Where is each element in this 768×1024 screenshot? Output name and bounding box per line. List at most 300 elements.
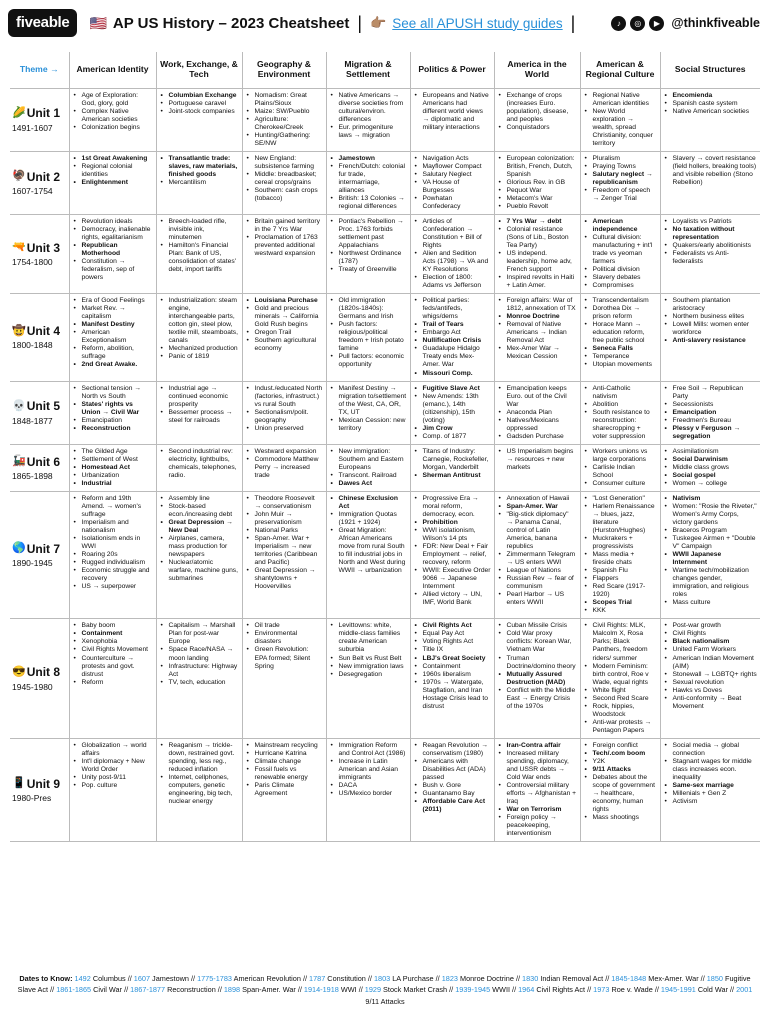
table-cell bbox=[410, 151, 494, 214]
list-item: • Space Race/NASA → moon landing bbox=[161, 646, 239, 662]
list-item: • Northern business elites bbox=[665, 313, 758, 321]
list-item: • Cuban Missile Crisis bbox=[499, 622, 577, 630]
list-item: • Affordable Care Act (2011) bbox=[415, 798, 491, 814]
bullet-list bbox=[665, 155, 758, 187]
table-cell bbox=[494, 151, 580, 214]
list-item: • DACA bbox=[331, 782, 407, 790]
list-item: • Free Soil → Republican Party bbox=[665, 385, 758, 401]
table-cell bbox=[69, 738, 156, 841]
list-item: • Transcendentalism bbox=[585, 297, 657, 305]
table-cell bbox=[660, 381, 760, 444]
date-separator: // bbox=[215, 985, 224, 995]
list-item: • Hamilton's Financial Plan: Bank of US, consolidation of states' debt, import tariffs bbox=[161, 242, 239, 274]
list-item: • Reform, abolition, suffrage bbox=[74, 345, 153, 361]
bullet-list bbox=[161, 155, 239, 187]
table-cell bbox=[580, 88, 660, 151]
list-item: • Second industrial rev: electricity, lightbulbs, chemicals, telephones, radio. bbox=[161, 448, 239, 480]
list-item: • Middle: breadbasket; cereal crops/grains bbox=[247, 171, 323, 187]
table-cell bbox=[660, 491, 760, 618]
unit-label bbox=[10, 738, 69, 841]
list-item: • Immigration Quotas (1921 + 1924) bbox=[331, 511, 407, 527]
list-item: • Same-sex marriage bbox=[665, 782, 758, 790]
list-item: • Women → college bbox=[665, 480, 758, 488]
table-cell bbox=[242, 151, 326, 214]
table-cell bbox=[580, 738, 660, 841]
date-event: Monroe Doctrine bbox=[459, 974, 514, 983]
list-item: • Metacom's War bbox=[499, 195, 577, 203]
list-item: • Y2K bbox=[585, 758, 657, 766]
unit-years: 1865-1898 bbox=[12, 470, 53, 481]
bullet-list bbox=[161, 622, 239, 686]
list-item: • Mercantilism bbox=[161, 179, 239, 187]
list-item: • Regional colonial identities bbox=[74, 163, 153, 179]
unit-icon: 🔫 bbox=[12, 241, 26, 254]
unit-icon: 🦃 bbox=[12, 170, 26, 183]
bullet-list bbox=[415, 92, 491, 132]
bullet-list bbox=[247, 385, 323, 433]
list-item: • Compromises bbox=[585, 282, 657, 290]
fiveable-logo[interactable]: fiveable bbox=[8, 9, 77, 37]
list-item: • Flappers bbox=[585, 575, 657, 583]
date-separator: // bbox=[510, 985, 519, 995]
date-year: 1830 bbox=[522, 974, 539, 983]
list-item: • Bessemer process → steel for railroads bbox=[161, 409, 239, 425]
list-item: • Columbian Exchange bbox=[161, 92, 239, 100]
list-item: • Span-Amer. War bbox=[499, 503, 577, 511]
table-cell bbox=[326, 491, 410, 618]
unit-row bbox=[10, 151, 760, 214]
column-header: American Identity bbox=[69, 52, 156, 88]
list-item: • Women: "Rosie the Riveter," Women's Army Corps, victory gardens bbox=[665, 503, 758, 527]
list-item: • 9/11 Attacks bbox=[585, 766, 657, 774]
date-event: Roe v. Wade bbox=[611, 985, 653, 995]
table-cell bbox=[326, 88, 410, 151]
unit-row bbox=[10, 381, 760, 444]
date-separator: // bbox=[122, 985, 131, 995]
list-item: • Portuguese caravel bbox=[161, 100, 239, 108]
list-item: • Colonization begins bbox=[74, 124, 153, 132]
list-item: • Dorothea Dix → prison reform bbox=[585, 305, 657, 321]
list-item: • Great Depression → New Deal bbox=[161, 519, 239, 535]
bullet-list bbox=[415, 448, 491, 480]
column-header: Social Structures bbox=[660, 52, 760, 88]
bullet-list bbox=[585, 742, 657, 822]
unit-row bbox=[10, 619, 760, 738]
list-item: • New Amends: 13th (emanc.), 14th (citizenship), 15th (voting) bbox=[415, 393, 491, 425]
bullet-list bbox=[585, 155, 657, 203]
bullet-list bbox=[331, 155, 407, 211]
unit-row bbox=[10, 738, 760, 841]
bullet-list bbox=[74, 155, 153, 187]
list-item: • Nativism bbox=[665, 495, 758, 503]
list-item: • Civil Rights bbox=[665, 630, 758, 638]
list-item: • Hawks vs Doves bbox=[665, 687, 758, 695]
list-item: • American Indian Movement (AIM) bbox=[665, 655, 758, 671]
table-cell bbox=[156, 151, 242, 214]
list-item: • Roaring 20s bbox=[74, 551, 153, 559]
list-item: • Title IX bbox=[415, 646, 491, 654]
unit-icon: 💀 bbox=[12, 399, 26, 412]
table-cell bbox=[69, 381, 156, 444]
bullet-list bbox=[665, 218, 758, 266]
date-event: Civil War bbox=[93, 985, 123, 995]
unit-row bbox=[10, 444, 760, 491]
list-item: • League of Nations bbox=[499, 567, 577, 575]
unit-years: 1980-Pres bbox=[12, 793, 52, 804]
dates-list bbox=[18, 974, 753, 1006]
bullet-list bbox=[247, 742, 323, 798]
list-item: • Civil Rights Movement bbox=[74, 646, 153, 654]
list-item: • Foreign policy → peacekeeping, interventionism bbox=[499, 814, 577, 838]
youtube-icon[interactable]: ▶ bbox=[649, 16, 664, 31]
column-header: Geography & Environment bbox=[242, 52, 326, 88]
list-item: • Agriculture: Cherokee/Creek bbox=[247, 116, 323, 132]
us-flag-icon: 🇺🇸 bbox=[89, 14, 107, 31]
list-item: • Voting Rights Act bbox=[415, 638, 491, 646]
list-item: • Environmental disasters bbox=[247, 630, 323, 646]
list-item: • Iran-Contra affair bbox=[499, 742, 577, 750]
list-item: • Civil Rights: MLK, Malcolm X, Rosa Parks; Black Panthers, freedom riders/ summer bbox=[585, 622, 657, 662]
list-item: • Tech/.com boom bbox=[585, 750, 657, 758]
list-item: • Industrial bbox=[74, 480, 153, 488]
list-item: • Joint-stock companies bbox=[161, 108, 239, 116]
table-cell bbox=[660, 619, 760, 738]
date-separator: // bbox=[188, 974, 198, 983]
table-cell bbox=[410, 214, 494, 293]
list-item: • Transcont. Railroad bbox=[331, 472, 407, 480]
table-cell bbox=[156, 381, 242, 444]
unit-years: 1890-1945 bbox=[12, 558, 53, 569]
list-item: • Globalization → world affairs bbox=[74, 742, 153, 758]
unit-title: Unit 2 bbox=[26, 169, 61, 184]
list-item: • New England: subsistence farming bbox=[247, 155, 323, 171]
date-event: LA Purchase bbox=[392, 974, 434, 983]
bullet-list bbox=[74, 622, 153, 686]
unit-row bbox=[10, 214, 760, 293]
bullet-list bbox=[74, 495, 153, 591]
table-cell bbox=[494, 444, 580, 491]
unit-title: Unit 4 bbox=[26, 324, 61, 339]
table-cell bbox=[242, 88, 326, 151]
list-item: • Manifest Destiny → migration to/settlement of the West, CA, OR, TX, UT bbox=[331, 385, 407, 417]
study-guides-link[interactable]: See all APUSH study guides bbox=[392, 15, 563, 31]
list-item: • Navigation Acts bbox=[415, 155, 491, 163]
date-separator: // bbox=[48, 985, 57, 995]
instagram-icon[interactable]: ◎ bbox=[630, 16, 645, 31]
table-cell bbox=[69, 491, 156, 618]
list-item: • European colonization: British, French, Dutch, Spanish bbox=[499, 155, 577, 179]
table-cell bbox=[326, 294, 410, 381]
list-item: • Embargo Act bbox=[415, 329, 491, 337]
bullet-list bbox=[665, 622, 758, 710]
list-item: • Increased military spending, diplomacy, and USSR debts → Cold War ends bbox=[499, 750, 577, 782]
date-year: 1823 bbox=[441, 974, 458, 983]
table-cell bbox=[660, 738, 760, 841]
list-item: • Westward expansion bbox=[247, 448, 323, 456]
list-item: • Mex-Amer War → Mexican Cession bbox=[499, 345, 577, 361]
bullet-list bbox=[415, 622, 491, 710]
list-item: • Annexation of Hawaii bbox=[499, 495, 577, 503]
bullet-list bbox=[161, 385, 239, 425]
list-item: • Hurricane Katrina bbox=[247, 750, 323, 758]
list-item: • Prohibition bbox=[415, 519, 491, 527]
list-item: • New immigration laws bbox=[331, 663, 407, 671]
list-item: • Carlisle Indian School bbox=[585, 464, 657, 480]
list-item: • Missouri Comp. bbox=[415, 370, 491, 378]
date-year: 1898 bbox=[223, 985, 241, 995]
bullet-list bbox=[585, 622, 657, 734]
bullet-list bbox=[247, 448, 323, 480]
list-item: • Salutary neglect → republicanism bbox=[585, 171, 657, 187]
list-item: • Conflict with the Middle East → Energy Crisis of the 1970s bbox=[499, 687, 577, 711]
list-item: • Pop. culture bbox=[74, 782, 153, 790]
list-item: • Nomadism: Great Plains/Sioux bbox=[247, 92, 323, 108]
bullet-list bbox=[499, 495, 577, 607]
list-item: • Push factors: religious/political freedom + Irish potato famine bbox=[331, 321, 407, 353]
list-item: • Middle class grows bbox=[665, 464, 758, 472]
list-item: • Immigration Reform and Control Act (1986) bbox=[331, 742, 407, 758]
list-item: • Isolationism ends in WWI bbox=[74, 535, 153, 551]
unit-row bbox=[10, 88, 760, 151]
list-item: • Regional Native American identities bbox=[585, 92, 657, 108]
list-item: • WWII: Executive Order 9066 → Japanese Internment bbox=[415, 567, 491, 591]
bullet-list bbox=[247, 155, 323, 203]
list-item: • Braceros Program bbox=[665, 527, 758, 535]
list-item: • Social gospel bbox=[665, 472, 758, 480]
list-item: • Equal Pay Act bbox=[415, 630, 491, 638]
tiktok-icon[interactable]: ♪ bbox=[611, 16, 626, 31]
unit-row bbox=[10, 491, 760, 618]
table-cell bbox=[494, 294, 580, 381]
list-item: • Reconstruction bbox=[74, 425, 153, 433]
table-cell bbox=[242, 738, 326, 841]
date-separator: // bbox=[433, 974, 442, 983]
date-year: 2001 bbox=[736, 985, 753, 995]
table-cell bbox=[326, 738, 410, 841]
table-cell bbox=[660, 214, 760, 293]
list-item: • Anti-war protests → Pentagon Papers bbox=[585, 719, 657, 735]
list-item: • French/Dutch: colonial fur trade, intermarriage, alliances bbox=[331, 163, 407, 195]
list-item: • Pearl Harbor → US enters WWII bbox=[499, 591, 577, 607]
list-item: • Native Americans → diverse societies from cultural/environ. differences bbox=[331, 92, 407, 124]
list-item: • Climate change bbox=[247, 758, 323, 766]
list-item: • New immigration: Southern and Eastern Europeans bbox=[331, 448, 407, 472]
bullet-list bbox=[74, 297, 153, 369]
table-cell bbox=[326, 151, 410, 214]
unit-title: Unit 6 bbox=[26, 454, 61, 469]
list-item: • WWI isolationism, Wilson's 14 pts bbox=[415, 527, 491, 543]
list-item: • Tuskegee Airmen + "Double V" Campaign bbox=[665, 535, 758, 551]
list-item: • Abolition bbox=[585, 401, 657, 409]
table-cell bbox=[410, 491, 494, 618]
list-item: • Sherman Antitrust bbox=[415, 472, 491, 480]
unit-label bbox=[10, 619, 69, 738]
unit-title: Unit 7 bbox=[26, 541, 61, 556]
date-year: 1787 bbox=[309, 974, 326, 983]
bullet-list bbox=[247, 218, 323, 258]
date-separator: // bbox=[295, 985, 304, 995]
list-item: • Red Scare (1917-1920) bbox=[585, 583, 657, 599]
list-item: • Transatlantic trade: slaves, raw materials, finished goods bbox=[161, 155, 239, 179]
list-item: • Stagnant wages for middle class increases econ. inequality bbox=[665, 758, 758, 782]
list-item: • Xenophobia bbox=[74, 638, 153, 646]
list-item: • Sectional tension → North vs South bbox=[74, 385, 153, 401]
date-separator: // bbox=[125, 974, 134, 983]
bullet-list bbox=[665, 297, 758, 345]
list-item: • Second Red Scare bbox=[585, 695, 657, 703]
bullet-list bbox=[331, 218, 407, 274]
unit-years: 1491-1607 bbox=[12, 122, 53, 133]
list-item: • Great Depression → shantytowns + Hoovervilles bbox=[247, 567, 323, 591]
table-cell bbox=[242, 381, 326, 444]
date-year: 1803 bbox=[373, 974, 391, 983]
list-item: • Assembly line bbox=[161, 495, 239, 503]
list-item: • Zimmermann Telegram → US enters WWI bbox=[499, 551, 577, 567]
link-separator: | bbox=[570, 12, 576, 33]
bullet-list bbox=[247, 495, 323, 591]
bullet-list bbox=[415, 155, 491, 211]
list-item: • 7 Yrs War → debt bbox=[499, 218, 577, 226]
bullet-list bbox=[161, 448, 239, 480]
date-year: 1867-1877 bbox=[130, 985, 166, 995]
column-header: Migration & Settlement bbox=[326, 52, 410, 88]
unit-title: Unit 5 bbox=[26, 399, 61, 414]
list-item: • American Exceptionalism bbox=[74, 329, 153, 345]
list-item: • Levittowns: white, middle-class families create American suburbia bbox=[331, 622, 407, 654]
unit-icon: 🚂 bbox=[12, 455, 26, 468]
date-year: 1945-1991 bbox=[660, 985, 696, 995]
bullet-list bbox=[499, 385, 577, 441]
date-separator: // bbox=[365, 974, 374, 983]
list-item: • Stonewall → LGBTQ+ rights bbox=[665, 671, 758, 679]
list-item: • Stock-based econ./increasing debt bbox=[161, 503, 239, 519]
list-item: • Era of Good Feelings bbox=[74, 297, 153, 305]
date-year: 1964 bbox=[518, 985, 535, 995]
bullet-list bbox=[331, 622, 407, 678]
date-event: Span-Amer. War bbox=[242, 985, 296, 995]
list-item: • Social media → global connection bbox=[665, 742, 758, 758]
list-item: • National Parks bbox=[247, 527, 323, 535]
table-cell bbox=[410, 294, 494, 381]
list-item: • Trail of Tears bbox=[415, 321, 491, 329]
list-item: • Emancipation bbox=[665, 409, 758, 417]
list-item: • Quakers/early abolitionists bbox=[665, 242, 758, 250]
list-item: • White flight bbox=[585, 687, 657, 695]
list-item: • Mechanized production bbox=[161, 345, 239, 353]
list-item: • Anti-conformity → Beat Movement bbox=[665, 695, 758, 711]
date-event: Constitution bbox=[327, 974, 366, 983]
date-year: 1973 bbox=[593, 985, 610, 995]
list-item: • Spanish caste system bbox=[665, 100, 758, 108]
list-item: • Jamestown bbox=[331, 155, 407, 163]
bullet-list bbox=[585, 448, 657, 488]
unit-name bbox=[12, 455, 67, 469]
list-item: • Breech-loaded rifle, invisible ink, minutemen bbox=[161, 218, 239, 242]
list-item: • Comp. of 1877 bbox=[415, 433, 491, 441]
list-item: • Lowell Mills: women enter workforce bbox=[665, 321, 758, 337]
unit-label bbox=[10, 88, 69, 151]
list-item: • Revolution ideals bbox=[74, 218, 153, 226]
list-item: • Salutary Neglect bbox=[415, 171, 491, 179]
list-item: • KKK bbox=[585, 607, 657, 615]
list-item: • Republican Motherhood bbox=[74, 242, 153, 258]
bullet-list bbox=[585, 385, 657, 441]
list-item: • Secessionists bbox=[665, 401, 758, 409]
list-item: • Debates about the scope of government → healthcare, economy, human rights bbox=[585, 774, 657, 814]
list-item: • Sexual revolution bbox=[665, 679, 758, 687]
bullet-list bbox=[247, 297, 323, 353]
list-item: • Assimilationism bbox=[665, 448, 758, 456]
social-handle[interactable]: @thinkfiveable bbox=[671, 16, 760, 30]
list-item: • Age of Exploration: God, glory, gold bbox=[74, 92, 153, 108]
list-item: • Indust./educated North (factories, infrastruct.) vs rural South bbox=[247, 385, 323, 409]
list-item: • Foreign conflict bbox=[585, 742, 657, 750]
list-item: • Reform and 19th Amend. → women's suffrage bbox=[74, 495, 153, 519]
date-separator: // bbox=[698, 974, 707, 983]
bullet-list bbox=[499, 155, 577, 211]
date-event: WWI bbox=[340, 985, 357, 995]
list-item: • Truman Doctrine/domino theory bbox=[499, 655, 577, 671]
table-cell bbox=[580, 294, 660, 381]
date-year: 1850 bbox=[706, 974, 723, 983]
unit-name bbox=[12, 542, 67, 556]
list-item: • Harlem Renaissance → blues, jazz, literature (Hurston/Hughes) bbox=[585, 503, 657, 535]
list-item: • Political parties: feds/antifeds, whigs/dems bbox=[415, 297, 491, 321]
table-cell bbox=[242, 294, 326, 381]
list-item: • Federalists vs Anti-federalists bbox=[665, 250, 758, 266]
list-item: • Dawes Act bbox=[331, 480, 407, 488]
list-item: • Natives/Mexicans oppressed bbox=[499, 417, 577, 433]
bullet-list bbox=[499, 92, 577, 132]
list-item: • Economic struggle and recovery bbox=[74, 567, 153, 583]
list-item: • Exchange of crops (increases Euro. population), disease, and peoples bbox=[499, 92, 577, 124]
list-item: • Mainstream recycling bbox=[247, 742, 323, 750]
list-item: • Inspired revolts in Haiti + Latin Amer. bbox=[499, 274, 577, 290]
list-item: • Removal of Native Americans → Indian Removal Act bbox=[499, 321, 577, 345]
list-item: • Baby boom bbox=[74, 622, 153, 630]
date-year: 1492 bbox=[74, 974, 91, 983]
list-item: • Imperialism and nationalism bbox=[74, 519, 153, 535]
bullet-list bbox=[499, 218, 577, 290]
table-cell bbox=[326, 381, 410, 444]
bullet-list bbox=[331, 297, 407, 369]
list-item: • 1970s → Watergate, Stagflation, and Iran Hostage Crisis lead to distrust bbox=[415, 679, 491, 711]
list-item: • Americans with Disabilities Act (ADA) passed bbox=[415, 758, 491, 782]
list-item: • Nullification Crisis bbox=[415, 337, 491, 345]
list-item: • Rugged individualism bbox=[74, 559, 153, 567]
unit-name bbox=[12, 777, 67, 791]
column-header: Politics & Power bbox=[410, 52, 494, 88]
list-item: • Mayflower Compact bbox=[415, 163, 491, 171]
list-item: • Bush v. Gore bbox=[415, 782, 491, 790]
cheatsheet-table bbox=[10, 52, 760, 842]
unit-icon: 📱 bbox=[12, 777, 26, 790]
date-event: WWII bbox=[492, 985, 511, 995]
list-item: • Urbanization bbox=[74, 472, 153, 480]
column-header: Work, Exchange, & Tech bbox=[156, 52, 242, 88]
pointing-hand-icon: 👉🏽 bbox=[370, 15, 387, 30]
list-item: • Monroe Doctrine bbox=[499, 313, 577, 321]
list-item: • John Muir → preservationism bbox=[247, 511, 323, 527]
list-item: • Horace Mann → education reform, free public school bbox=[585, 321, 657, 345]
list-item: • Complex Native American societies bbox=[74, 108, 153, 124]
list-item: • Alien and Sedition Acts (1798) → VA and KY Resolutions bbox=[415, 250, 491, 274]
bullet-list bbox=[331, 495, 407, 575]
table-cell bbox=[494, 738, 580, 841]
dates-label: Dates to Know: bbox=[19, 974, 73, 983]
list-item: • 1st Great Awakening bbox=[74, 155, 153, 163]
bullet-list bbox=[665, 448, 758, 488]
